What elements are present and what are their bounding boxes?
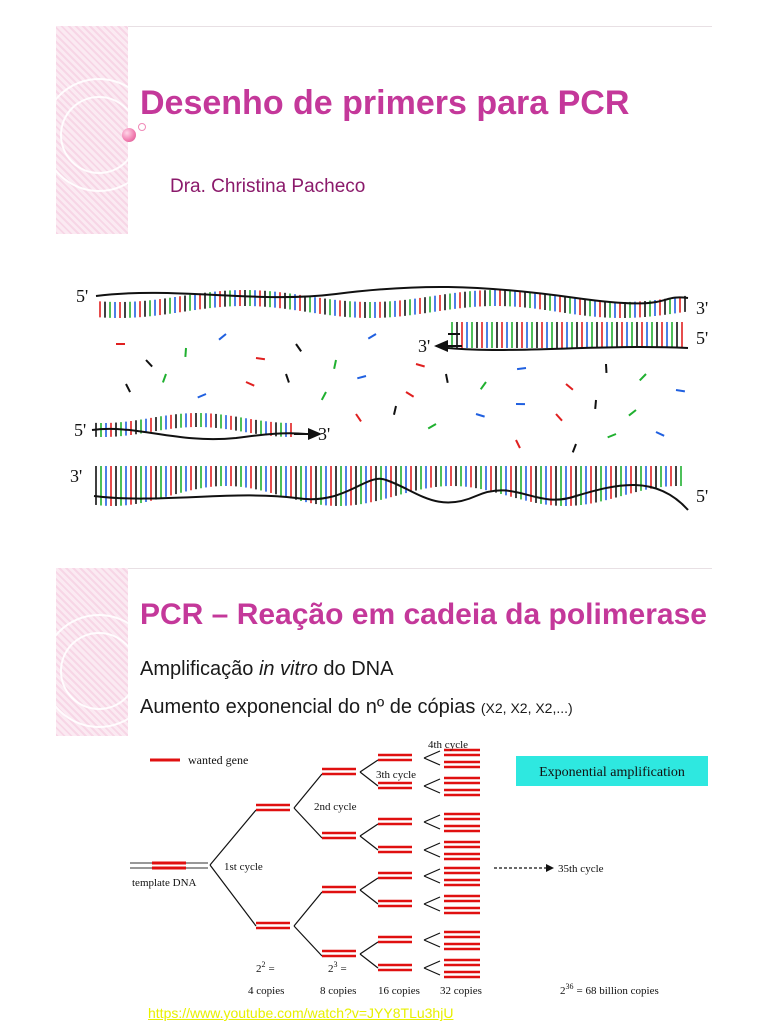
branch-line	[424, 751, 440, 758]
free-nucleotide	[481, 382, 486, 389]
label-3prime: 3'	[418, 336, 431, 356]
free-nucleotide	[185, 348, 186, 357]
free-nucleotide	[146, 360, 152, 367]
free-nucleotide	[416, 364, 425, 366]
free-nucleotide	[296, 344, 301, 351]
label-3prime: 3'	[70, 466, 83, 486]
divider	[128, 26, 712, 27]
power-2-36: $2^{36} = 68$ billion copies	[560, 982, 659, 997]
branch-line	[424, 940, 440, 947]
free-nucleotide	[286, 374, 289, 383]
exponential-box-label: Exponential amplification	[539, 765, 685, 780]
branch-line	[210, 810, 256, 865]
label-5prime: 5'	[74, 420, 87, 440]
slide-1	[56, 26, 712, 518]
slide-title: PCR – Reação em cadeia da polimerase	[140, 598, 707, 631]
branch-line	[424, 815, 440, 822]
label-5prime: 5'	[76, 286, 89, 306]
youtube-link[interactable]: https://www.youtube.com/watch?v=JYY8TLu3hjU	[148, 1005, 454, 1021]
branch-line	[360, 878, 378, 890]
decorative-bead-small	[138, 123, 146, 131]
branch-line	[360, 836, 378, 850]
author-name: Dra. Christina Pacheco	[170, 176, 366, 197]
mid-strand-backbone	[92, 429, 306, 439]
free-nucleotide	[357, 376, 366, 378]
free-nucleotide	[573, 444, 576, 452]
branch-line	[424, 786, 440, 793]
free-nucleotide	[676, 390, 685, 391]
label-5prime: 5'	[696, 328, 709, 348]
free-nucleotide	[428, 424, 436, 429]
free-nucleotide	[163, 374, 166, 382]
free-nucleotide	[406, 392, 414, 397]
copies-8-label: 8 copies	[320, 985, 357, 997]
power-2-2: $2^2$ =	[256, 960, 275, 975]
template-label: template DNA	[132, 877, 197, 889]
free-nucleotide	[334, 360, 336, 369]
branch-line	[424, 869, 440, 876]
dna-rungs	[96, 290, 685, 506]
divider	[128, 568, 712, 569]
branch-line	[424, 876, 440, 883]
branch-line	[424, 961, 440, 968]
free-nucleotide	[322, 392, 326, 400]
branch-line	[424, 933, 440, 940]
free-nucleotide	[198, 394, 206, 398]
free-nucleotide	[656, 432, 664, 436]
top-right-lower-backbone	[448, 347, 688, 350]
branch-line	[424, 897, 440, 904]
free-nucleotide	[595, 400, 596, 409]
branch-line	[360, 824, 378, 836]
bullet-in-vitro: Amplificação in vitro do DNA	[140, 658, 394, 680]
slide-title: Desenho de primers para PCR	[140, 84, 630, 122]
legend-label: wanted gene	[188, 753, 249, 767]
free-nucleotide	[446, 374, 448, 383]
branch-line	[424, 822, 440, 829]
arrow-head-icon	[434, 340, 448, 352]
free-nucleotide	[629, 410, 636, 416]
power-2-3: $2^3$ =	[328, 960, 347, 975]
decorative-bead	[122, 128, 136, 142]
pcr-amplification-diagram	[128, 738, 712, 1024]
copies-32-label: 32 copies	[440, 985, 482, 997]
branch-line	[360, 954, 378, 968]
branch-line	[424, 758, 440, 765]
branch-line	[294, 892, 322, 926]
branch-line	[360, 942, 378, 954]
free-nucleotide	[517, 368, 526, 369]
branch-line	[424, 904, 440, 911]
free-nucleotide	[126, 384, 130, 392]
branch-line	[424, 850, 440, 857]
branch-line	[210, 865, 256, 926]
branch-line	[294, 926, 322, 956]
free-nucleotide	[356, 414, 361, 421]
cycle-1-label: 1st cycle	[224, 861, 263, 873]
branch-line	[424, 843, 440, 850]
free-nucleotides	[116, 334, 685, 452]
dna-replication-figure	[56, 264, 712, 518]
cycle-35-label: 35th cycle	[558, 863, 604, 875]
branch-line	[424, 779, 440, 786]
cycle-2-label: 2nd cycle	[314, 801, 357, 813]
bullet-exponential: Aumento exponencial do nº de cópias (X2, X2, X2,...)	[140, 696, 573, 718]
copies-16-label: 16 copies	[378, 985, 420, 997]
cycle-3-label: 3th cycle	[376, 769, 417, 781]
arrow-head-icon	[546, 864, 554, 872]
free-nucleotide	[246, 382, 254, 386]
copies-4-label: 4 copies	[248, 985, 285, 997]
label-5prime: 5'	[696, 486, 709, 506]
free-nucleotide	[640, 374, 646, 380]
free-nucleotide	[256, 358, 265, 359]
slide-2	[56, 568, 712, 1024]
free-nucleotide	[394, 406, 396, 415]
cycle-4-label: 4th cycle	[428, 739, 469, 751]
free-nucleotide	[368, 334, 376, 339]
free-nucleotide	[556, 414, 562, 421]
label-3prime: 3'	[318, 424, 331, 444]
branch-line	[424, 968, 440, 975]
label-3prime: 3'	[696, 298, 709, 318]
free-nucleotide	[516, 440, 520, 448]
free-nucleotide	[566, 384, 573, 390]
free-nucleotide	[608, 434, 616, 437]
free-nucleotide	[219, 334, 226, 340]
branch-line	[360, 890, 378, 904]
decorative-ring	[60, 632, 138, 710]
free-nucleotide	[476, 414, 485, 417]
